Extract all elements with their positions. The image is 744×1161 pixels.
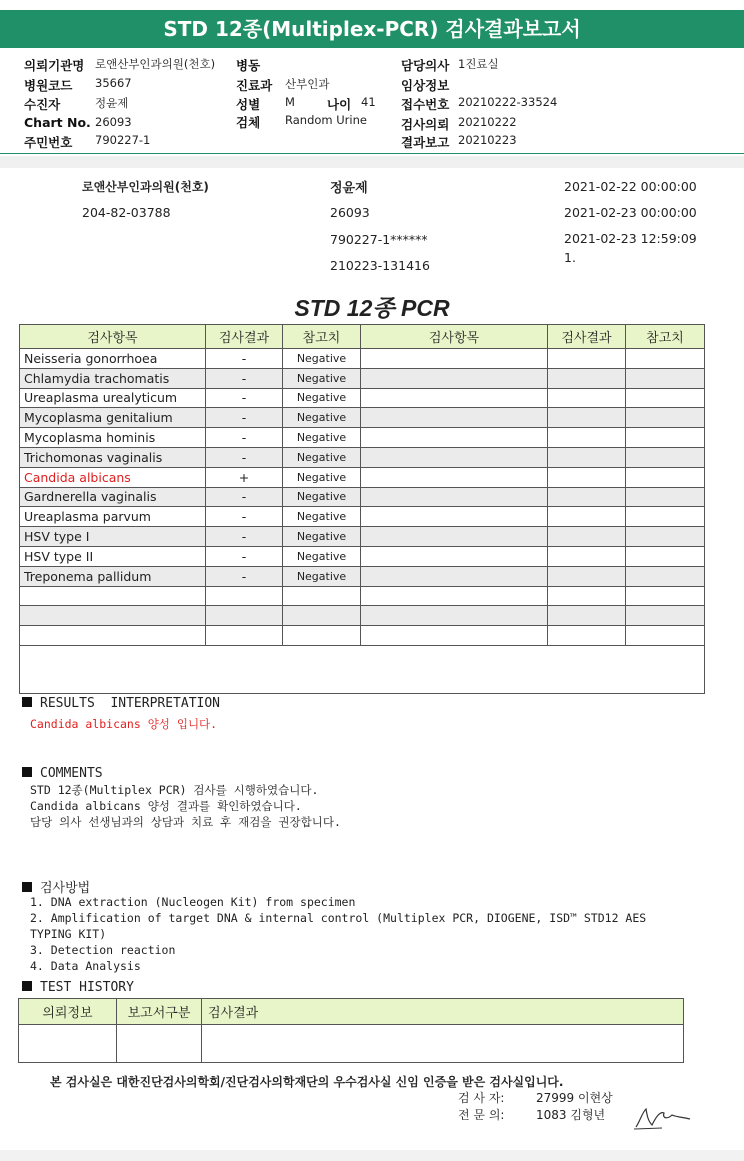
result-cell-2 [548,586,626,606]
certification-text: 본 검사실은 대한진단검사의학회/진단검사의학재단의 우수검사실 신임 인증을 받은 검사실입니다. [50,1075,564,1089]
reference-cell: Negative [283,447,361,467]
reference-cell: Negative [283,487,361,507]
result-cell: - [206,368,283,388]
sex-value: M [285,95,295,109]
table-row [20,467,705,487]
comment-line-1: STD 12종(Multiplex PCR) 검사를 시행하였습니다. [30,783,319,797]
expert-label: 전 문 의: [458,1108,505,1122]
reference-cell: Negative [283,566,361,586]
history-heading-text: TEST HISTORY [40,980,134,995]
table-row [20,447,705,467]
receipt-value: 20210222-33524 [458,95,558,109]
history-row [19,1025,684,1063]
doctor-label: 담당의사 [401,58,450,73]
result-cell-2 [548,626,626,646]
col-reference-2: 참고치 [626,325,705,349]
history-heading [22,980,134,995]
method-heading-text: 검사방법 [40,881,91,896]
info-hospital: 로앤산부인과의원(천호) [82,180,209,194]
test-name-cell: Treponema pallidum [20,566,206,586]
result-cell [206,626,283,646]
table-row [20,606,705,626]
table-row [20,626,705,646]
info-datetime-3-wrap: 1. [564,250,576,265]
id-value: 790227-1 [95,133,151,147]
reference-cell [283,606,361,626]
info-name: 정윤제 [330,181,368,196]
reference-cell [283,626,361,646]
test-name-cell-2 [361,546,548,566]
chart-value: 26093 [95,115,132,129]
result-cell-2 [548,467,626,487]
test-name-cell-2 [361,606,548,626]
receipt-label: 접수번호 [401,97,450,112]
info-id: 790227-1****** [330,232,428,247]
result-cell: - [206,408,283,428]
table-row [20,408,705,428]
col-test-item: 검사항목 [20,325,206,349]
header-divider [0,153,744,154]
code-value: 35667 [95,76,132,90]
method-line-1: 1. DNA extraction (Nucleogen Kit) from specimen [30,895,356,909]
tester-value: 27999 이현상 [536,1091,613,1105]
reference-cell-2 [626,546,705,566]
history-table [18,998,684,1063]
chart-label: Chart No. [24,115,91,130]
test-name-cell-2 [361,626,548,646]
info-datetime-1: 2021-02-22 00:00:00 [564,179,697,194]
test-name-cell: Ureaplasma urealyticum [20,388,206,408]
report-value: 20210223 [458,133,517,147]
test-name-cell: Neisseria gonorrhoea [20,349,206,369]
patient-label: 수진자 [24,97,61,112]
dept-value: 산부인과 [285,77,330,91]
hospital-label: 의뢰기관명 [24,58,85,73]
bullet-square-icon [22,767,32,777]
result-cell-2 [548,546,626,566]
bullet-square-icon [22,882,32,892]
result-cell: - [206,566,283,586]
test-name-cell-2 [361,408,548,428]
result-cell-2 [548,487,626,507]
test-name-cell [20,606,206,626]
results-table [19,324,705,694]
code-label: 병원코드 [24,78,73,93]
std-title: STD 12종 PCR [294,295,450,321]
test-name-cell-2 [361,447,548,467]
table-row [20,388,705,408]
test-name-cell: Ureaplasma parvum [20,507,206,527]
interpretation-text: Candida albicans 양성 입니다. [30,717,218,731]
reference-cell-2 [626,626,705,646]
comment-line-3: 담당 의사 선생님과의 상담과 치료 후 재검을 권장합니다. [30,815,341,829]
reference-cell: Negative [283,388,361,408]
age-label: 나이 [327,97,352,112]
info-receipt: 210223-131416 [330,258,430,273]
history-cell [202,1025,684,1063]
reference-cell-2 [626,388,705,408]
test-name-cell-2 [361,527,548,547]
method-line-3: TYPING KIT) [30,927,107,941]
table-row [20,507,705,527]
history-header-row [19,999,684,1025]
reference-cell-2 [626,447,705,467]
tester-label: 검 사 자: [458,1091,505,1105]
table-row-blank [20,645,705,693]
result-cell-2 [548,527,626,547]
reference-cell: Negative [283,349,361,369]
reference-cell: Negative [283,467,361,487]
doctor-value: 1진료실 [458,57,499,71]
result-cell: - [206,507,283,527]
result-cell-2 [548,566,626,586]
result-cell: - [206,487,283,507]
test-name-cell-2 [361,487,548,507]
info-block [0,174,744,274]
reference-cell-2 [626,507,705,527]
expert-value: 1083 김형년 [536,1108,606,1122]
dept-label: 진료과 [236,78,273,93]
results-header-row [20,325,705,349]
test-name-cell: Mycoplasma genitalium [20,408,206,428]
info-biz-no: 204-82-03788 [82,205,171,220]
result-cell: - [206,546,283,566]
test-name-cell-2 [361,507,548,527]
result-cell [206,586,283,606]
bullet-square-icon [22,697,32,707]
reference-cell-2 [626,349,705,369]
reference-cell: Negative [283,546,361,566]
history-cell [19,1025,117,1063]
reference-cell-2 [626,428,705,448]
table-row [20,527,705,547]
result-cell: - [206,349,283,369]
test-name-cell: HSV type I [20,527,206,547]
result-cell-2 [548,606,626,626]
specimen-value: Random Urine [285,113,367,127]
table-row [20,487,705,507]
result-cell-2 [548,368,626,388]
reference-cell-2 [626,408,705,428]
info-datetime-2: 2021-02-23 00:00:00 [564,205,697,220]
hospital-value: 로앤산부인과의원(천호) [95,57,216,71]
request-label: 검사의뢰 [401,117,450,132]
result-cell: - [206,447,283,467]
table-row [20,428,705,448]
test-name-cell [20,626,206,646]
table-row [20,546,705,566]
test-name-cell: Candida albicans [20,467,206,487]
comments-heading-text: COMMENTS [40,766,103,781]
history-cell [117,1025,202,1063]
table-row [20,368,705,388]
comment-line-2: Candida albicans 양성 결과를 확인하였습니다. [30,799,302,813]
report-title: STD 12종(Multiplex-PCR) 검사결과보고서 [0,10,744,48]
table-row [20,349,705,369]
test-name-cell: Mycoplasma hominis [20,428,206,448]
sex-label: 성별 [236,97,261,112]
report-label: 결과보고 [401,135,450,150]
age-value: 41 [361,95,376,109]
id-label: 주민번호 [24,135,73,150]
interpretation-heading [22,696,220,711]
test-name-cell: Chlamydia trachomatis [20,368,206,388]
result-cell [206,606,283,626]
test-name-cell-2 [361,349,548,369]
ward-label: 병동 [236,58,261,73]
history-col-result: 검사결과 [202,999,684,1025]
reference-cell-2 [626,527,705,547]
reference-cell-2 [626,586,705,606]
blank-cell [20,645,705,693]
bullet-square-icon [22,981,32,991]
reference-cell-2 [626,368,705,388]
test-name-cell-2 [361,388,548,408]
reference-cell-2 [626,606,705,626]
result-cell-2 [548,408,626,428]
table-row [20,566,705,586]
result-cell: - [206,388,283,408]
col-test-item-2: 검사항목 [361,325,548,349]
specimen-label: 검체 [236,115,261,130]
header-band [0,156,744,168]
request-value: 20210222 [458,115,517,129]
reference-cell: Negative [283,507,361,527]
result-cell: - [206,527,283,547]
signature-icon [632,1103,694,1133]
col-result: 검사결과 [206,325,283,349]
method-line-5: 4. Data Analysis [30,959,141,973]
reference-cell-2 [626,487,705,507]
test-name-cell-2 [361,566,548,586]
table-row [20,586,705,606]
method-line-4: 3. Detection reaction [30,943,176,957]
history-col-report-type: 보고서구분 [117,999,202,1025]
info-datetime-3: 2021-02-23 12:59:09 [564,231,697,246]
result-cell: + [206,467,283,487]
test-name-cell-2 [361,586,548,606]
history-col-request: 의뢰정보 [19,999,117,1025]
reference-cell-2 [626,566,705,586]
col-result-2: 검사결과 [548,325,626,349]
reference-cell: Negative [283,408,361,428]
test-name-cell-2 [361,368,548,388]
reference-cell-2 [626,467,705,487]
clinical-label: 임상정보 [401,78,450,93]
reference-cell [283,586,361,606]
result-cell-2 [548,349,626,369]
reference-cell: Negative [283,428,361,448]
result-cell-2 [548,447,626,467]
test-name-cell: Gardnerella vaginalis [20,487,206,507]
patient-header [22,52,722,150]
reference-cell: Negative [283,368,361,388]
test-name-cell-2 [361,428,548,448]
result-cell: - [206,428,283,448]
method-line-2: 2. Amplification of target DNA & internal control (Multiplex PCR, DIOGENE, ISD™ STD12 AES [30,911,647,925]
info-chart: 26093 [330,205,370,220]
test-name-cell: Trichomonas vaginalis [20,447,206,467]
result-cell-2 [548,388,626,408]
test-name-cell: HSV type II [20,546,206,566]
test-name-cell-2 [361,467,548,487]
comments-heading [22,766,103,781]
test-name-cell [20,586,206,606]
col-reference: 참고치 [283,325,361,349]
result-cell-2 [548,428,626,448]
interpretation-heading-text: RESULTS INTERPRETATION [40,696,221,711]
result-cell-2 [548,507,626,527]
patient-value: 정윤제 [95,96,129,110]
reference-cell: Negative [283,527,361,547]
